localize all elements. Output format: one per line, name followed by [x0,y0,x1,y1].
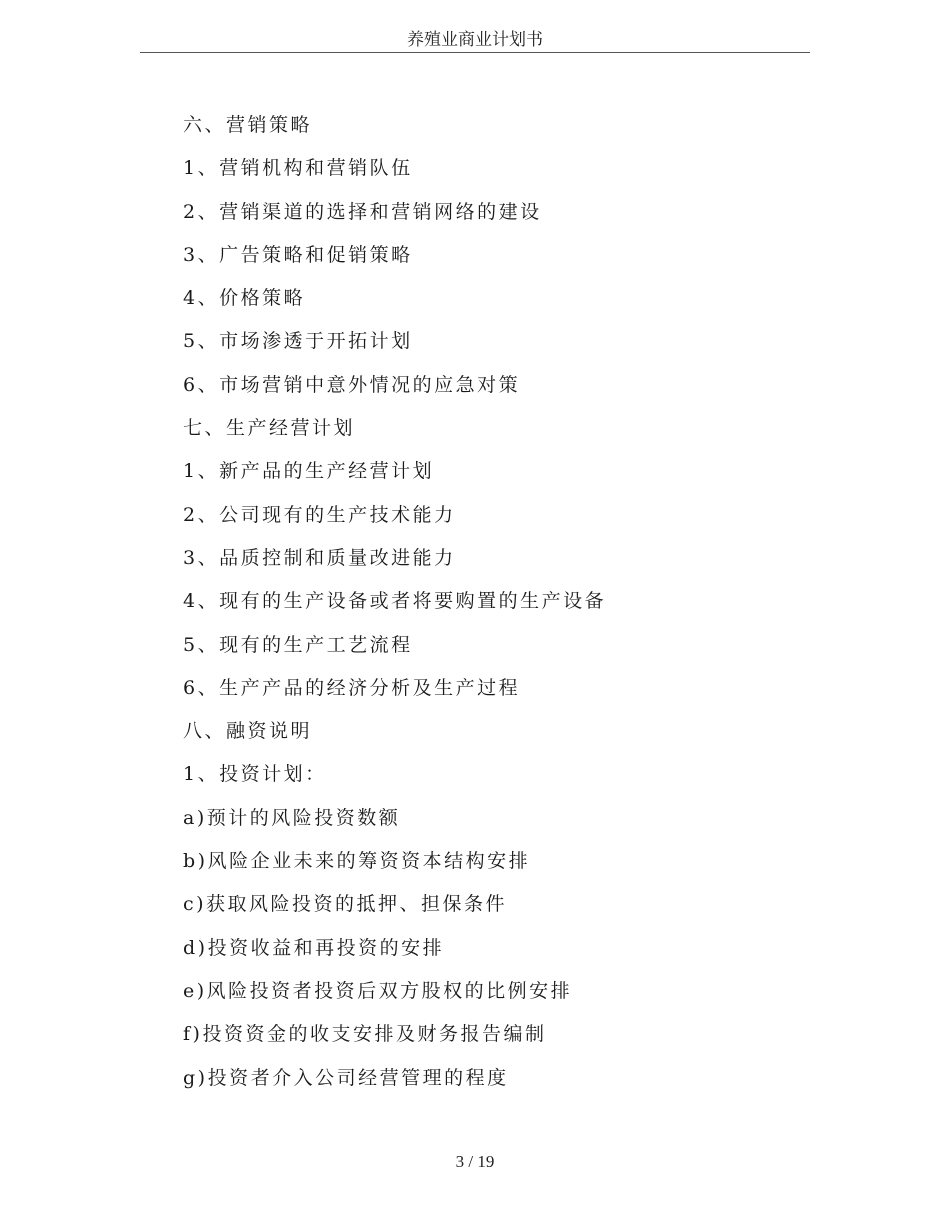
sub-list-item: f)投资资金的收支安排及财务报告编制 [183,1023,547,1046]
list-item: 5、市场渗透于开拓计划 [183,330,413,353]
list-item: 1、营销机构和营销队伍 [183,157,413,180]
list-item: 4、价格策略 [183,287,306,310]
sub-list-item: g)投资者介入公司经营管理的程度 [183,1066,509,1089]
list-item: 3、广告策略和促销策略 [183,243,413,266]
list-item: 1、投资计划： [183,763,327,786]
page-number: 3 / 19 [455,1152,495,1171]
document-title: 养殖业商业计划书 [407,30,543,49]
section-heading-production: 七、生产经营计划 [183,417,356,440]
section-heading-financing: 八、融资说明 [183,720,313,743]
list-item: 6、生产产品的经济分析及生产过程 [183,676,521,699]
sub-list-item: a)预计的风险投资数额 [183,806,401,829]
section-heading-marketing: 六、营销策略 [183,114,313,136]
list-item: 6、市场营销中意外情况的应急对策 [183,373,521,396]
list-item: 5、现有的生产工艺流程 [183,633,413,656]
list-item: 1、新产品的生产经营计划 [183,460,435,483]
list-item: 4、现有的生产设备或者将要购置的生产设备 [183,590,607,613]
sub-list-item: b)风险企业未来的筹资资本结构安排 [183,850,531,873]
list-item: 2、营销渠道的选择和营销网络的建设 [183,200,542,223]
page-header [140,28,810,53]
sub-list-item: e)风险投资者投资后双方股权的比例安排 [183,979,573,1002]
list-item: 2、公司现有的生产技术能力 [183,503,456,526]
document-body [183,104,823,1100]
sub-list-item: c)获取风险投资的抵押、担保条件 [183,893,508,916]
list-item: 3、品质控制和质量改进能力 [183,546,456,569]
sub-list-item: d)投资收益和再投资的安排 [183,936,445,959]
